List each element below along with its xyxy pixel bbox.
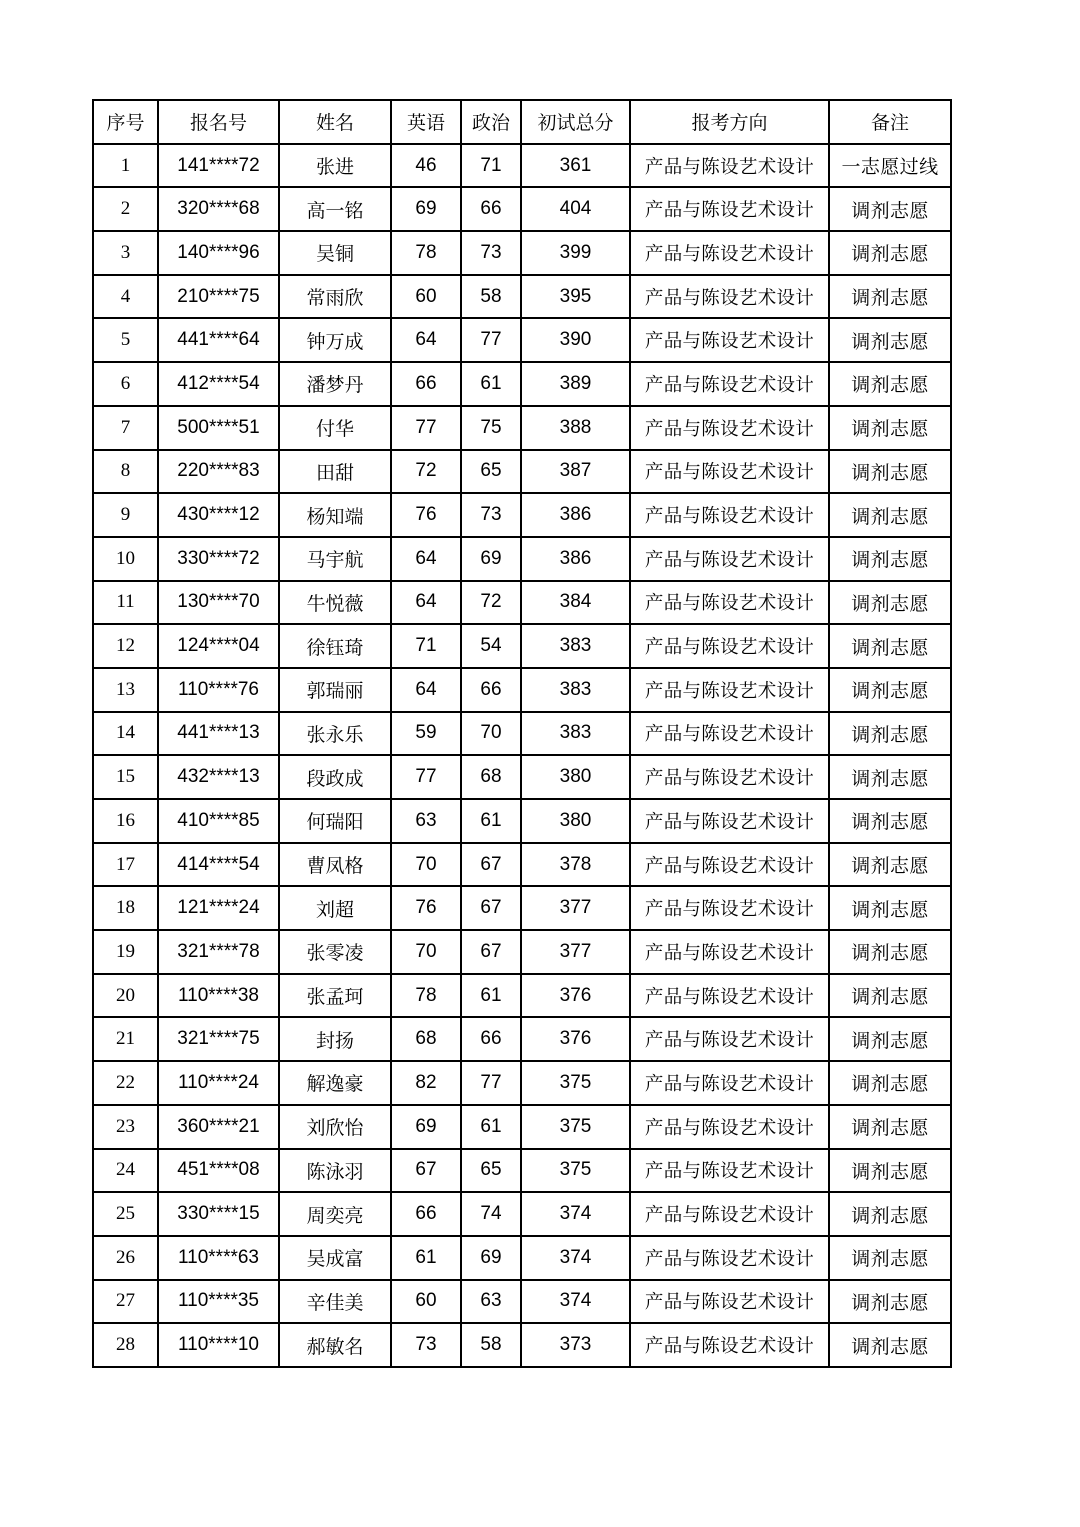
cell-english: 66: [391, 362, 461, 406]
cell-direction: 产品与陈设艺术设计: [630, 755, 829, 799]
cell-direction: 产品与陈设艺术设计: [630, 275, 829, 319]
table-row: [93, 886, 951, 930]
cell-id: 220****83: [158, 450, 279, 494]
cell-politics: 54: [461, 624, 521, 668]
cell-politics: 71: [461, 144, 521, 188]
cell-name: 曹凤格: [279, 843, 391, 887]
cell-total: 376: [521, 974, 630, 1018]
cell-total: 384: [521, 581, 630, 625]
header-total: 初试总分: [521, 100, 630, 144]
cell-note: 调剂志愿: [829, 581, 951, 625]
cell-seq: 18: [93, 886, 158, 930]
cell-politics: 66: [461, 1017, 521, 1061]
cell-direction: 产品与陈设艺术设计: [630, 1061, 829, 1105]
cell-direction: 产品与陈设艺术设计: [630, 712, 829, 756]
cell-note: 调剂志愿: [829, 1236, 951, 1280]
cell-name: 张孟珂: [279, 974, 391, 1018]
cell-note: 一志愿过线: [829, 144, 951, 188]
cell-direction: 产品与陈设艺术设计: [630, 318, 829, 362]
cell-total: 383: [521, 624, 630, 668]
cell-seq: 10: [93, 537, 158, 581]
cell-english: 78: [391, 974, 461, 1018]
table-row: [93, 930, 951, 974]
cell-english: 76: [391, 886, 461, 930]
cell-direction: 产品与陈设艺术设计: [630, 231, 829, 275]
cell-id: 330****72: [158, 537, 279, 581]
cell-total: 377: [521, 930, 630, 974]
cell-english: 72: [391, 450, 461, 494]
cell-direction: 产品与陈设艺术设计: [630, 974, 829, 1018]
table-row: [93, 1105, 951, 1149]
cell-name: 钟万成: [279, 318, 391, 362]
table-row: [93, 1236, 951, 1280]
cell-politics: 61: [461, 974, 521, 1018]
cell-english: 69: [391, 1105, 461, 1149]
cell-total: 383: [521, 668, 630, 712]
cell-direction: 产品与陈设艺术设计: [630, 450, 829, 494]
cell-id: 441****64: [158, 318, 279, 362]
cell-note: 调剂志愿: [829, 886, 951, 930]
table-row: [93, 1192, 951, 1236]
table-row: [93, 581, 951, 625]
cell-name: 陈泳羽: [279, 1149, 391, 1193]
cell-id: 141****72: [158, 144, 279, 188]
table-body: [93, 144, 951, 1367]
cell-english: 69: [391, 187, 461, 231]
table-row: [93, 1280, 951, 1324]
cell-direction: 产品与陈设艺术设计: [630, 1323, 829, 1367]
cell-name: 吴铜: [279, 231, 391, 275]
table-row: [93, 755, 951, 799]
cell-name: 徐钰琦: [279, 624, 391, 668]
cell-politics: 67: [461, 843, 521, 887]
cell-direction: 产品与陈设艺术设计: [630, 187, 829, 231]
cell-total: 374: [521, 1236, 630, 1280]
cell-english: 64: [391, 318, 461, 362]
cell-english: 68: [391, 1017, 461, 1061]
cell-english: 64: [391, 537, 461, 581]
table-row: [93, 450, 951, 494]
table-row: [93, 668, 951, 712]
cell-total: 380: [521, 799, 630, 843]
cell-seq: 23: [93, 1105, 158, 1149]
cell-english: 64: [391, 581, 461, 625]
cell-direction: 产品与陈设艺术设计: [630, 144, 829, 188]
cell-id: 441****13: [158, 712, 279, 756]
cell-id: 110****24: [158, 1061, 279, 1105]
cell-seq: 14: [93, 712, 158, 756]
cell-seq: 8: [93, 450, 158, 494]
cell-seq: 27: [93, 1280, 158, 1324]
cell-seq: 2: [93, 187, 158, 231]
cell-seq: 16: [93, 799, 158, 843]
cell-name: 刘欣怡: [279, 1105, 391, 1149]
cell-total: 376: [521, 1017, 630, 1061]
header-id: 报名号: [158, 100, 279, 144]
cell-note: 调剂志愿: [829, 799, 951, 843]
cell-name: 郭瑞丽: [279, 668, 391, 712]
cell-note: 调剂志愿: [829, 843, 951, 887]
cell-politics: 70: [461, 712, 521, 756]
table-row: [93, 144, 951, 188]
cell-politics: 73: [461, 493, 521, 537]
table-row: [93, 1149, 951, 1193]
cell-direction: 产品与陈设艺术设计: [630, 493, 829, 537]
cell-total: 378: [521, 843, 630, 887]
cell-name: 张零凌: [279, 930, 391, 974]
score-table: [92, 99, 952, 1368]
cell-total: 386: [521, 493, 630, 537]
cell-name: 张永乐: [279, 712, 391, 756]
cell-id: 110****38: [158, 974, 279, 1018]
cell-seq: 17: [93, 843, 158, 887]
cell-name: 辛佳美: [279, 1280, 391, 1324]
cell-name: 杨知端: [279, 493, 391, 537]
cell-total: 377: [521, 886, 630, 930]
cell-english: 46: [391, 144, 461, 188]
cell-seq: 11: [93, 581, 158, 625]
cell-note: 调剂志愿: [829, 1105, 951, 1149]
table-row: [93, 275, 951, 319]
cell-english: 70: [391, 930, 461, 974]
cell-note: 调剂志愿: [829, 974, 951, 1018]
cell-direction: 产品与陈设艺术设计: [630, 843, 829, 887]
cell-total: 375: [521, 1149, 630, 1193]
cell-english: 61: [391, 1236, 461, 1280]
cell-english: 60: [391, 275, 461, 319]
cell-total: 383: [521, 712, 630, 756]
cell-politics: 77: [461, 1061, 521, 1105]
cell-name: 马宇航: [279, 537, 391, 581]
cell-id: 110****35: [158, 1280, 279, 1324]
cell-note: 调剂志愿: [829, 1323, 951, 1367]
cell-english: 67: [391, 1149, 461, 1193]
cell-id: 430****12: [158, 493, 279, 537]
cell-seq: 3: [93, 231, 158, 275]
cell-name: 张进: [279, 144, 391, 188]
cell-seq: 24: [93, 1149, 158, 1193]
cell-id: 121****24: [158, 886, 279, 930]
cell-id: 140****96: [158, 231, 279, 275]
cell-politics: 75: [461, 406, 521, 450]
cell-id: 110****10: [158, 1323, 279, 1367]
cell-politics: 61: [461, 1105, 521, 1149]
cell-note: 调剂志愿: [829, 1280, 951, 1324]
cell-english: 73: [391, 1323, 461, 1367]
cell-note: 调剂志愿: [829, 930, 951, 974]
cell-seq: 7: [93, 406, 158, 450]
header-note: 备注: [829, 100, 951, 144]
cell-politics: 67: [461, 930, 521, 974]
cell-direction: 产品与陈设艺术设计: [630, 1280, 829, 1324]
cell-total: 404: [521, 187, 630, 231]
cell-note: 调剂志愿: [829, 1149, 951, 1193]
cell-direction: 产品与陈设艺术设计: [630, 537, 829, 581]
cell-name: 封扬: [279, 1017, 391, 1061]
cell-english: 59: [391, 712, 461, 756]
table-row: [93, 843, 951, 887]
header-seq: 序号: [93, 100, 158, 144]
cell-english: 77: [391, 755, 461, 799]
cell-politics: 69: [461, 1236, 521, 1280]
cell-total: 373: [521, 1323, 630, 1367]
cell-id: 210****75: [158, 275, 279, 319]
cell-politics: 73: [461, 231, 521, 275]
cell-politics: 63: [461, 1280, 521, 1324]
cell-english: 66: [391, 1192, 461, 1236]
cell-direction: 产品与陈设艺术设计: [630, 1017, 829, 1061]
table-row: [93, 1017, 951, 1061]
table-row: [93, 974, 951, 1018]
cell-seq: 21: [93, 1017, 158, 1061]
cell-name: 付华: [279, 406, 391, 450]
cell-id: 432****13: [158, 755, 279, 799]
cell-politics: 67: [461, 886, 521, 930]
cell-direction: 产品与陈设艺术设计: [630, 1149, 829, 1193]
cell-politics: 69: [461, 537, 521, 581]
cell-note: 调剂志愿: [829, 1017, 951, 1061]
cell-total: 386: [521, 537, 630, 581]
cell-politics: 68: [461, 755, 521, 799]
cell-id: 110****76: [158, 668, 279, 712]
cell-direction: 产品与陈设艺术设计: [630, 1105, 829, 1149]
cell-id: 130****70: [158, 581, 279, 625]
header-row: [93, 100, 951, 144]
cell-politics: 65: [461, 1149, 521, 1193]
cell-total: 399: [521, 231, 630, 275]
cell-id: 110****63: [158, 1236, 279, 1280]
cell-direction: 产品与陈设艺术设计: [630, 930, 829, 974]
table-row: [93, 799, 951, 843]
cell-total: 375: [521, 1061, 630, 1105]
cell-note: 调剂志愿: [829, 712, 951, 756]
table-row: [93, 318, 951, 362]
cell-english: 63: [391, 799, 461, 843]
cell-total: 361: [521, 144, 630, 188]
cell-total: 395: [521, 275, 630, 319]
cell-english: 71: [391, 624, 461, 668]
cell-direction: 产品与陈设艺术设计: [630, 799, 829, 843]
cell-total: 375: [521, 1105, 630, 1149]
cell-english: 77: [391, 406, 461, 450]
cell-seq: 20: [93, 974, 158, 1018]
cell-politics: 61: [461, 799, 521, 843]
cell-name: 常雨欣: [279, 275, 391, 319]
cell-english: 60: [391, 1280, 461, 1324]
cell-seq: 15: [93, 755, 158, 799]
header-english: 英语: [391, 100, 461, 144]
cell-seq: 5: [93, 318, 158, 362]
cell-politics: 61: [461, 362, 521, 406]
cell-id: 321****78: [158, 930, 279, 974]
cell-english: 76: [391, 493, 461, 537]
cell-id: 500****51: [158, 406, 279, 450]
cell-name: 牛悦薇: [279, 581, 391, 625]
cell-direction: 产品与陈设艺术设计: [630, 362, 829, 406]
cell-note: 调剂志愿: [829, 406, 951, 450]
table-row: [93, 1061, 951, 1105]
cell-english: 82: [391, 1061, 461, 1105]
cell-politics: 77: [461, 318, 521, 362]
cell-seq: 4: [93, 275, 158, 319]
cell-note: 调剂志愿: [829, 537, 951, 581]
header-direction: 报考方向: [630, 100, 829, 144]
table-row: [93, 1323, 951, 1367]
cell-note: 调剂志愿: [829, 275, 951, 319]
table-row: [93, 624, 951, 668]
table-row: [93, 537, 951, 581]
cell-name: 郝敏名: [279, 1323, 391, 1367]
cell-name: 何瑞阳: [279, 799, 391, 843]
cell-id: 414****54: [158, 843, 279, 887]
cell-note: 调剂志愿: [829, 1061, 951, 1105]
cell-seq: 26: [93, 1236, 158, 1280]
cell-id: 330****15: [158, 1192, 279, 1236]
table-header: [93, 100, 951, 144]
header-name: 姓名: [279, 100, 391, 144]
cell-direction: 产品与陈设艺术设计: [630, 624, 829, 668]
cell-seq: 19: [93, 930, 158, 974]
cell-direction: 产品与陈设艺术设计: [630, 1236, 829, 1280]
cell-politics: 58: [461, 1323, 521, 1367]
cell-total: 387: [521, 450, 630, 494]
cell-total: 390: [521, 318, 630, 362]
cell-note: 调剂志愿: [829, 668, 951, 712]
cell-name: 高一铭: [279, 187, 391, 231]
cell-note: 调剂志愿: [829, 450, 951, 494]
cell-id: 360****21: [158, 1105, 279, 1149]
cell-id: 124****04: [158, 624, 279, 668]
cell-name: 潘梦丹: [279, 362, 391, 406]
cell-politics: 65: [461, 450, 521, 494]
cell-total: 380: [521, 755, 630, 799]
cell-seq: 9: [93, 493, 158, 537]
table-row: [93, 362, 951, 406]
cell-name: 周奕亮: [279, 1192, 391, 1236]
cell-total: 389: [521, 362, 630, 406]
cell-name: 解逸豪: [279, 1061, 391, 1105]
cell-note: 调剂志愿: [829, 493, 951, 537]
cell-name: 刘超: [279, 886, 391, 930]
cell-politics: 66: [461, 187, 521, 231]
cell-note: 调剂志愿: [829, 362, 951, 406]
cell-note: 调剂志愿: [829, 187, 951, 231]
cell-name: 田甜: [279, 450, 391, 494]
cell-english: 78: [391, 231, 461, 275]
cell-seq: 12: [93, 624, 158, 668]
cell-direction: 产品与陈设艺术设计: [630, 581, 829, 625]
cell-note: 调剂志愿: [829, 231, 951, 275]
table-row: [93, 231, 951, 275]
table-row: [93, 406, 951, 450]
table-row: [93, 493, 951, 537]
cell-english: 70: [391, 843, 461, 887]
cell-seq: 28: [93, 1323, 158, 1367]
cell-politics: 58: [461, 275, 521, 319]
cell-direction: 产品与陈设艺术设计: [630, 406, 829, 450]
cell-name: 段政成: [279, 755, 391, 799]
cell-direction: 产品与陈设艺术设计: [630, 1192, 829, 1236]
cell-seq: 1: [93, 144, 158, 188]
cell-politics: 72: [461, 581, 521, 625]
cell-seq: 25: [93, 1192, 158, 1236]
cell-seq: 22: [93, 1061, 158, 1105]
cell-politics: 66: [461, 668, 521, 712]
cell-id: 321****75: [158, 1017, 279, 1061]
cell-id: 410****85: [158, 799, 279, 843]
cell-total: 374: [521, 1192, 630, 1236]
cell-total: 388: [521, 406, 630, 450]
cell-id: 412****54: [158, 362, 279, 406]
cell-seq: 6: [93, 362, 158, 406]
cell-name: 吴成富: [279, 1236, 391, 1280]
cell-note: 调剂志愿: [829, 755, 951, 799]
cell-direction: 产品与陈设艺术设计: [630, 668, 829, 712]
cell-total: 374: [521, 1280, 630, 1324]
cell-note: 调剂志愿: [829, 1192, 951, 1236]
cell-direction: 产品与陈设艺术设计: [630, 886, 829, 930]
cell-seq: 13: [93, 668, 158, 712]
header-politics: 政治: [461, 100, 521, 144]
cell-id: 451****08: [158, 1149, 279, 1193]
cell-id: 320****68: [158, 187, 279, 231]
table-row: [93, 712, 951, 756]
table-row: [93, 187, 951, 231]
cell-note: 调剂志愿: [829, 624, 951, 668]
cell-note: 调剂志愿: [829, 318, 951, 362]
cell-politics: 74: [461, 1192, 521, 1236]
cell-english: 64: [391, 668, 461, 712]
